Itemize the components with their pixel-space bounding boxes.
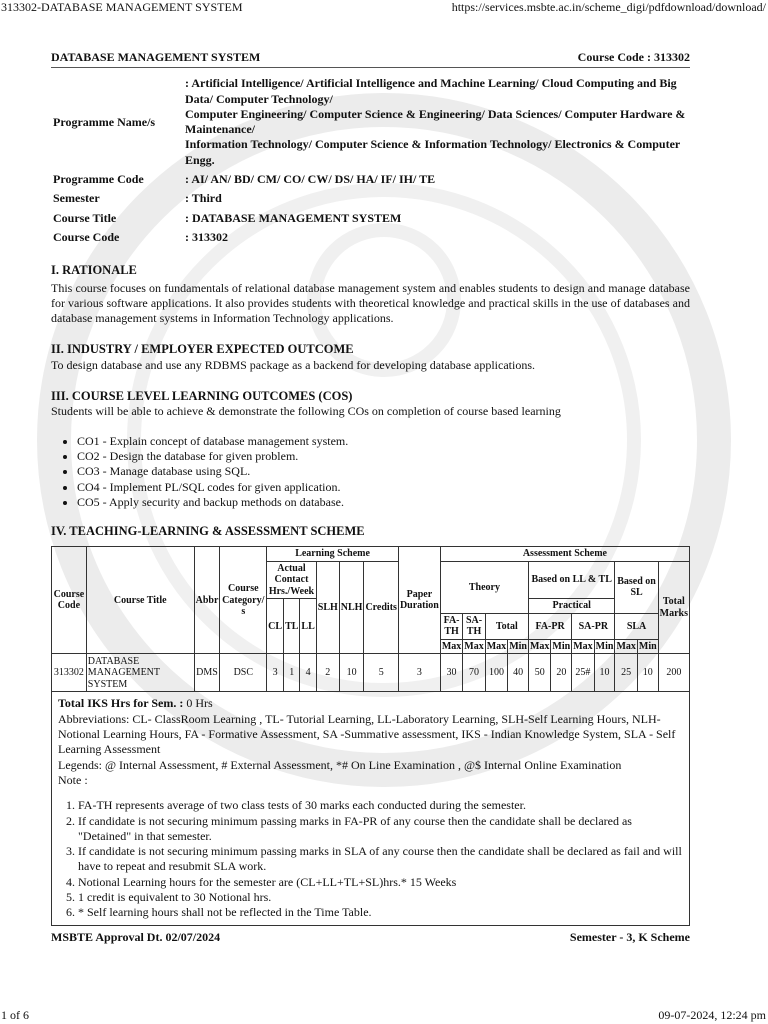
th-max: Max	[441, 640, 462, 652]
cell-fa-th-max: 30	[440, 654, 462, 692]
th-assessment-scheme: Assessment Scheme	[440, 547, 689, 562]
info-row	[51, 189, 690, 208]
th-fa-th: FA- TH	[440, 613, 462, 639]
th-theory: Theory	[440, 561, 528, 613]
browser-header	[0, 0, 768, 16]
legends-text: Legends: @ Internal Assessment, # External Assessment, *# On Line Examination , @$ Internal Online Examination	[58, 757, 622, 772]
th-min: Min	[509, 640, 527, 652]
rationale-heading: I. RATIONALE	[51, 263, 137, 278]
list-item: • CO4 - Implement PL/SQL codes for given application.	[77, 480, 690, 495]
th-total-marks: Total Marks	[658, 561, 689, 654]
th-category: Course Category/ s	[220, 547, 267, 654]
th-learning-scheme: Learning Scheme	[267, 547, 399, 562]
th-min: Min	[638, 640, 657, 652]
th-sa-th: SA- TH	[463, 613, 485, 639]
cell-cl: 3	[267, 654, 284, 692]
th-max: Max	[529, 640, 550, 652]
header-course-name: DATABASE MANAGEMENT SYSTEM	[51, 50, 261, 64]
cell-credits: 5	[364, 654, 398, 692]
th-max: Max	[573, 640, 593, 652]
browser-footer	[0, 1004, 768, 1024]
th-sla: SLA	[615, 613, 658, 639]
th-practical: Practical	[528, 599, 614, 614]
th-max: Max	[464, 640, 484, 652]
cell-sa-th-max: 70	[463, 654, 485, 692]
notes-box	[51, 692, 690, 925]
list-item: 5. 1 credit is equivalent to 30 Notional hrs.	[78, 890, 683, 905]
info-row	[51, 209, 690, 228]
list-item: 6. * Self learning hours shall not be reflected in the Time Table.	[78, 905, 683, 920]
cell-tl: 1	[284, 654, 300, 692]
th-course-code: Course Code	[52, 547, 87, 654]
info-label: Course Code	[53, 229, 120, 244]
browser-title: 313302-DATABASE MANAGEMENT SYSTEM	[1, 0, 243, 14]
cell-total-max: 100	[485, 654, 507, 692]
th-max: Max	[616, 640, 636, 652]
th-paper-duration: Paper Duration	[398, 547, 440, 654]
browser-url[interactable]: https://services.msbte.ac.in/scheme_digi/pdfdownload/download/	[451, 0, 766, 14]
cell-ll: 4	[300, 654, 316, 692]
th-sa-pr: SA-PR	[572, 613, 615, 639]
cell-total-min: 40	[508, 654, 529, 692]
list-item: 3. If candidate is not securing minimum passing marks in SLA of any course then the candidate shall be declared as fail and will have to repeat and resubmit SLA work.	[78, 844, 683, 875]
info-row	[51, 228, 690, 247]
cell-fa-pr-min: 20	[551, 654, 572, 692]
industry-heading: II. INDUSTRY / EMPLOYER EXPECTED OUTCOME	[51, 342, 354, 357]
cell-nlh: 10	[339, 654, 364, 692]
info-value: : DATABASE MANAGEMENT SYSTEM	[185, 210, 402, 225]
page-number: 1 of 6	[1, 1008, 29, 1022]
list-item: • CO3 - Manage database using SQL.	[77, 464, 690, 479]
th-ll: LL	[300, 599, 316, 654]
th-total: Total	[485, 613, 528, 639]
th-abbr: Abbr	[194, 547, 220, 654]
cell-total-marks: 200	[658, 654, 689, 692]
info-label: Course Title	[53, 210, 117, 225]
cell-sla-max: 25	[615, 654, 637, 692]
course-info-table	[51, 74, 690, 247]
info-row	[51, 74, 690, 170]
industry-text: To design database and use any RDBMS package as a backend for developing database applications.	[51, 357, 536, 372]
cell-sla-min: 10	[637, 654, 658, 692]
cos-list	[51, 434, 690, 510]
th-actual-contact: Actual Contact Hrs./Week	[267, 561, 317, 599]
th-max: Max	[486, 640, 507, 652]
table-row	[52, 654, 690, 692]
th-based-ll-tl: Based on LL & TL	[528, 561, 614, 599]
iks-line	[58, 696, 683, 711]
info-label: Programme Code	[53, 172, 144, 187]
iks-label: Total IKS Hrs for Sem. :	[58, 696, 184, 711]
cell-slh: 2	[316, 654, 339, 692]
cell-title: DATABASE MANAGEMENT SYSTEM	[86, 654, 194, 692]
th-nlh: NLH	[339, 561, 364, 654]
notes-list	[58, 798, 683, 920]
info-row	[51, 170, 690, 189]
rationale-text: This course focuses on fundamentals of relational database management system and enables students to design and manage database for various software applications. It also provides students with theoretical knowledge and practical skills in the use of databases and database management systems in Information Technology applications.	[51, 280, 690, 326]
cell-abbr: DMS	[194, 654, 220, 692]
cos-heading: III. COURSE LEVEL LEARNING OUTCOMES (COS)	[51, 389, 353, 404]
header-course-code: Course Code : 313302	[577, 50, 690, 64]
th-course-title: Course Title	[86, 547, 194, 654]
info-value: : Artificial Intelligence/ Artificial Intelligence and Machine Learning/ Cloud Computing and Big Data/ Computer Technology/ Computer Engineering/ Computer Science & Engineering/ Data Sciences/ Computer Hardware & Maintenance/ Information Technology/ Computer Science & Information Technology/ Electronics & Computer Engg.	[185, 76, 686, 167]
scheme-heading: IV. TEACHING-LEARNING & ASSESSMENT SCHEME	[51, 524, 365, 539]
th-cl: CL	[267, 599, 284, 654]
document-header	[51, 50, 690, 68]
info-label: Programme Name/s	[53, 114, 156, 129]
info-value: : 313302	[185, 229, 228, 244]
cell-sa-pr-max: 25#	[572, 654, 594, 692]
semester-scheme: Semester - 3, K Scheme	[569, 929, 690, 944]
teaching-assessment-table	[51, 546, 690, 692]
th-slh: SLH	[316, 561, 339, 654]
th-fa-pr: FA-PR	[528, 613, 571, 639]
cell-sa-pr-min: 10	[594, 654, 615, 692]
cell-code: 313302	[52, 654, 87, 692]
note-label: Note :	[58, 772, 88, 787]
document-footer	[51, 930, 690, 945]
th-tl: TL	[284, 599, 300, 654]
abbreviations-text: Abbreviations: CL- ClassRoom Learning , TL- Tutorial Learning, LL-Laboratory Learning, SLH-Self Learning Hours, NLH-Notional Learning Hours, FA - Formative Assessment, SA -Summative assessment, IKS - Indian Knowledge System, SLA - Self Learning Assessment	[58, 711, 676, 757]
list-item: • CO2 - Design the database for given problem.	[77, 449, 690, 464]
list-item: 4. Notional Learning hours for the semester are (CL+LL+TL+SL)hrs.* 15 Weeks	[78, 875, 683, 890]
th-credits: Credits	[364, 561, 398, 654]
iks-value: 0 Hrs	[183, 696, 213, 711]
cell-fa-pr-max: 50	[528, 654, 550, 692]
approval-date: MSBTE Approval Dt. 02/07/2024	[51, 929, 221, 944]
th-min: Min	[595, 640, 614, 652]
page-content	[51, 50, 690, 945]
th-min: Min	[552, 640, 571, 652]
cell-paper: 3	[398, 654, 440, 692]
list-item: • CO1 - Explain concept of database management system.	[77, 434, 690, 449]
info-value: : Third	[185, 191, 222, 206]
list-item: 2. If candidate is not securing minimum passing marks in FA-PR of any course then the candidate shall be declared as "Detained" in that semester.	[78, 814, 683, 845]
print-datetime: 09-07-2024, 12:24 pm	[658, 1008, 766, 1022]
th-based-sl: Based on SL	[615, 561, 658, 613]
cos-intro: Students will be able to achieve & demonstrate the following COs on completion of course based learning	[51, 404, 561, 419]
cell-category: DSC	[220, 654, 267, 692]
info-value: : AI/ AN/ BD/ CM/ CO/ CW/ DS/ HA/ IF/ IH/ TE	[185, 172, 436, 187]
list-item: • CO5 - Apply security and backup methods on database.	[77, 495, 690, 510]
list-item: 1. FA-TH represents average of two class tests of 30 marks each conducted during the semester.	[78, 798, 683, 813]
info-label: Semester	[53, 191, 100, 206]
